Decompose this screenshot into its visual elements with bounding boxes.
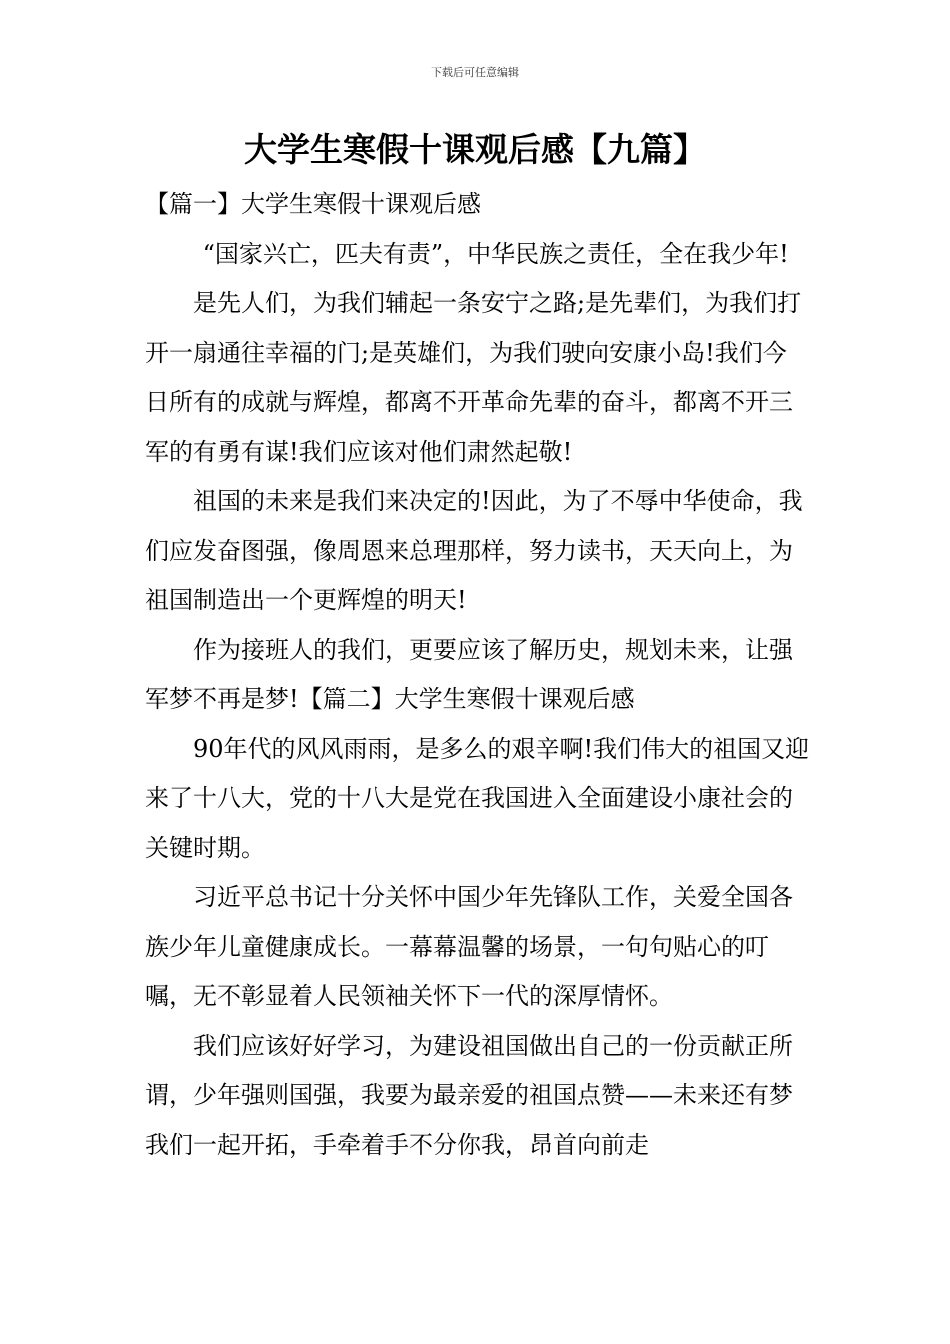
document-title: 大学生寒假十课观后感【九篇】 — [244, 130, 706, 169]
paragraph: “国家兴亡，匹夫有责”，中华民族之责任，全在我少年! — [202, 239, 789, 268]
document-body — [145, 180, 810, 1170]
paragraph: 90年代的风风雨雨，是多么的艰辛啊!我们伟大的祖国又迎来了十八大，党的十八大是党在我国进入全面建设小康社会的关键时期。 — [145, 734, 810, 862]
paragraph: 祖国的未来是我们来决定的!因此，为了不辱中华使命，我们应发奋图强，像周恩来总理那样，努力读书，天天向上，为祖国制造出一个更辉煌的明天! — [145, 487, 803, 614]
page-header-note: 下载后可任意编辑 — [431, 66, 519, 79]
paragraph: 是先人们，为我们辅起一条安宁之路;是先辈们，为我们打开一扇通往幸福的门;是英雄们，为我们驶向安康小岛!我们今日所有的成就与辉煌，都离不开革命先辈的奋斗，都离不开三军的有勇有谋!我们应该对他们肃然起敬! — [145, 289, 802, 466]
section-heading: 【篇一】大学生寒假十课观后感 — [145, 190, 481, 218]
paragraph: 习近平总书记十分关怀中国少年先锋队工作，关爱全国各族少年儿童健康成长。一幕幕温馨的场景，一句句贴心的叮嘱，无不彰显着人民领袖关怀下一代的深厚情怀。 — [145, 883, 793, 1010]
paragraph: 我们应该好好学习，为建设祖国做出自己的一份贡献正所谓，少年强则国强，我要为最亲爱的祖国点赞——未来还有梦我们一起开拓，手牵着手不分你我，昂首向前走 — [145, 1031, 793, 1159]
paragraph: 作为接班人的我们，更要应该了解历史，规划未来，让强军梦不再是梦!【篇二】大学生寒假十课观后感 — [145, 635, 793, 713]
